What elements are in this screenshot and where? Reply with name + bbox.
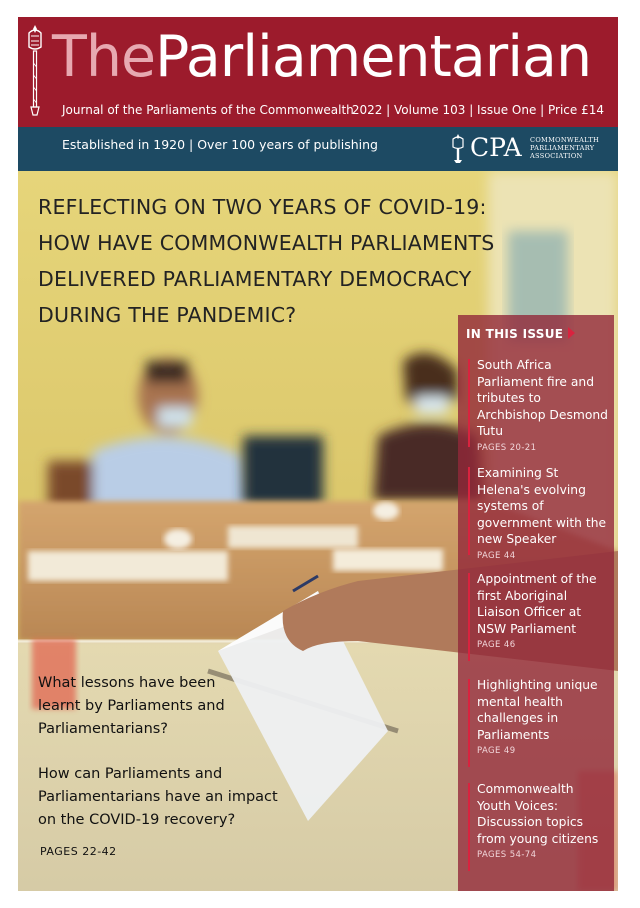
cpa-line: COMMONWEALTH [530, 136, 600, 144]
issue-item-title: Examining St Helena's evolving systems of government with the new Speaker [477, 466, 607, 546]
cpa-crest-icon [450, 133, 466, 163]
masthead [18, 17, 618, 127]
headline-line: REFLECTING ON TWO YEARS OF COVID-19: [38, 195, 487, 219]
issue-item-pages: PAGE 44 [477, 550, 516, 561]
magazine-title [52, 25, 591, 89]
issue-item[interactable] [468, 781, 608, 860]
established-text: Established in 1920 | Over 100 years of publishing [62, 137, 378, 152]
item-rule [468, 573, 470, 661]
item-rule [468, 783, 470, 871]
issue-item-title: Commonwealth Youth Voices: Discussion topics from young citizens [477, 782, 599, 846]
issue-item-pages: PAGES 54-74 [477, 850, 537, 860]
magazine-cover [18, 17, 618, 891]
issue-item[interactable] [468, 677, 608, 756]
cpa-line: PARLIAMENTARY [530, 144, 595, 152]
headline-line: DELIVERED PARLIAMENTARY DEMOCRACY [38, 267, 472, 291]
headline-line: DURING THE PANDEMIC? [38, 303, 297, 327]
issue-item[interactable] [468, 357, 608, 453]
parliament-mace-icon [26, 23, 44, 121]
issue-item-title: South Africa Parliament fire and tributes to Archbishop Desmond Tutu [477, 358, 608, 438]
title-the: The [52, 24, 156, 90]
issue-item[interactable] [468, 465, 608, 561]
issue-item-pages: PAGES 20-21 [477, 442, 537, 453]
cover-question: What lessons have been learnt by Parliaments and Parliamentarians? [38, 675, 225, 737]
in-this-issue-heading [466, 327, 575, 341]
establishment-band [18, 127, 618, 171]
cpa-logo [450, 131, 612, 167]
feature-pages: PAGES 22-42 [40, 845, 117, 858]
journal-subtitle: Journal of the Parliaments of the Commonwealth [62, 103, 354, 117]
in-this-issue-panel [458, 315, 614, 891]
item-rule [468, 359, 470, 447]
cpa-full-name [530, 136, 599, 160]
issue-item-title: Highlighting unique mental health challenges in Parliaments [477, 678, 598, 742]
cover-headline [38, 189, 538, 333]
issue-item-pages: PAGE 49 [477, 746, 516, 756]
issue-item[interactable] [468, 571, 608, 650]
title-parliamentarian: Parliamentarian [155, 24, 592, 90]
item-rule [468, 679, 470, 767]
headline-line: HOW HAVE COMMONWEALTH PARLIAMENTS [38, 231, 495, 255]
cpa-abbreviation: CPA [470, 133, 522, 162]
item-rule [468, 467, 470, 555]
cpa-line: ASSOCIATION [530, 152, 583, 160]
in-this-issue-label: IN THIS ISSUE [466, 327, 564, 341]
triangle-arrow-icon [568, 327, 575, 339]
issue-item-title: Appointment of the first Aboriginal Liaison Officer at NSW Parliament [477, 572, 597, 636]
issue-item-pages: PAGE 46 [477, 640, 516, 650]
issue-info: 2022 | Volume 103 | Issue One | Price £14 [351, 103, 604, 117]
cover-question: How can Parliaments and Parliamentarians have an impact on the COVID-19 recovery? [38, 766, 278, 828]
